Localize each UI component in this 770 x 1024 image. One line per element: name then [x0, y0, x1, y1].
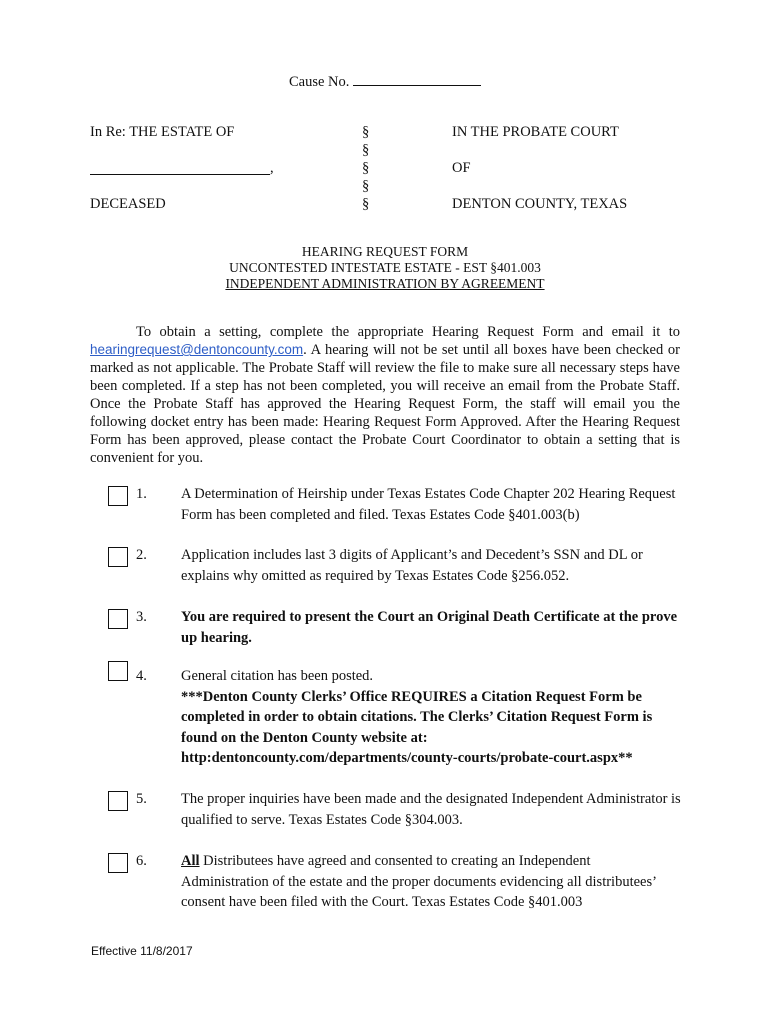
email-link[interactable]: hearingrequest@dentoncounty.com — [90, 342, 304, 357]
cause-label: Cause No. — [288, 74, 350, 90]
intro-paragraph — [90, 323, 680, 467]
intro-text: To obtain a setting, complete the appropriate Hearing Request Form and email it to — [136, 324, 680, 340]
deceased-label: DECEASED — [90, 196, 166, 212]
section-mark: § — [362, 124, 370, 140]
item-text: You are required to present the Court an Original Death Certificate at the prove up hearing. — [181, 609, 678, 646]
section-mark: § — [362, 160, 370, 176]
form-subtitle-underlined: INDEPENDENT ADMINISTRATION BY AGREEMENT — [225, 276, 545, 291]
item-number: 4. — [136, 668, 147, 684]
item-text: General citation has been posted. — [181, 668, 374, 684]
in-re-label: In Re: THE ESTATE OF — [90, 124, 235, 140]
item-number: 1. — [136, 486, 147, 502]
item-text: A Determination of Heirship under Texas Estates Code Chapter 202 Hearing Request Form has been completed and filed. Texas Estates Code §401.003(b) — [181, 486, 676, 523]
checkbox[interactable] — [108, 661, 128, 681]
checkbox[interactable] — [108, 609, 128, 629]
item-number: 3. — [136, 609, 147, 625]
checkbox[interactable] — [108, 791, 128, 811]
item-text: Distributees have agreed and consented to creating an Independent Administration of the estate and the proper documents evidencing all distributees’ consent have been filed with the Court. Texas Estates Code §401.003 — [181, 853, 656, 910]
court-line-3: DENTON COUNTY, TEXAS — [452, 196, 628, 212]
effective-date: Effective 11/8/2017 — [91, 944, 193, 958]
section-mark: § — [362, 178, 370, 194]
checkbox[interactable] — [108, 486, 128, 506]
intro-text-cont: . A hearing will not be set until all boxes have been checked or marked as not applicable. The Probate Staff will review the file to make sure all necessary steps have been completed. If a step has not been completed, you will receive an email from the Probate Staff. Once the Probate Staff has approved the Hearing Request Form, the staff will email you the following docket entry has been made: Hearing Request Form Approved. After the Hearing Request Form has been approved, please contact the Probate Court Coordinator to obtain a setting that is convenient for you. — [90, 342, 680, 466]
item-number: 2. — [136, 547, 147, 563]
item-number: 5. — [136, 791, 147, 807]
section-mark: § — [362, 196, 370, 212]
item-number: 6. — [136, 853, 147, 869]
cause-number-field[interactable] — [353, 71, 481, 86]
cause-number — [0, 71, 770, 91]
item-text: The proper inquiries have been made and the designated Independent Administrator is qualified to serve. Texas Estates Code §304.003. — [181, 791, 681, 828]
form-title: HEARING REQUEST FORM — [301, 244, 469, 259]
form-subtitle: UNCONTESTED INTESTATE ESTATE - EST §401.003 — [229, 260, 541, 275]
court-line-1: IN THE PROBATE COURT — [452, 124, 619, 140]
item-note: ***Denton County Clerks’ Office REQUIRES a Citation Request Form be completed in order to obtain citations. The Clerks’ Citation Request Form is found on the Denton County website at: http:dentoncounty.com/departments/county-courts/probate-court.aspx** — [181, 688, 653, 766]
checkbox[interactable] — [108, 853, 128, 873]
checkbox[interactable] — [108, 547, 128, 567]
form-titles — [0, 244, 770, 292]
item-text-block — [181, 666, 681, 769]
item-lead: All — [181, 853, 200, 869]
estate-name-field[interactable] — [90, 174, 270, 175]
court-line-2: OF — [452, 160, 471, 176]
item-text-block — [181, 851, 681, 913]
section-mark: § — [362, 142, 370, 158]
estate-name-comma: , — [270, 160, 274, 176]
item-text: Application includes last 3 digits of Applicant’s and Decedent’s SSN and DL or explains why omitted as required by Texas Estates Code §256.052. — [181, 547, 643, 584]
